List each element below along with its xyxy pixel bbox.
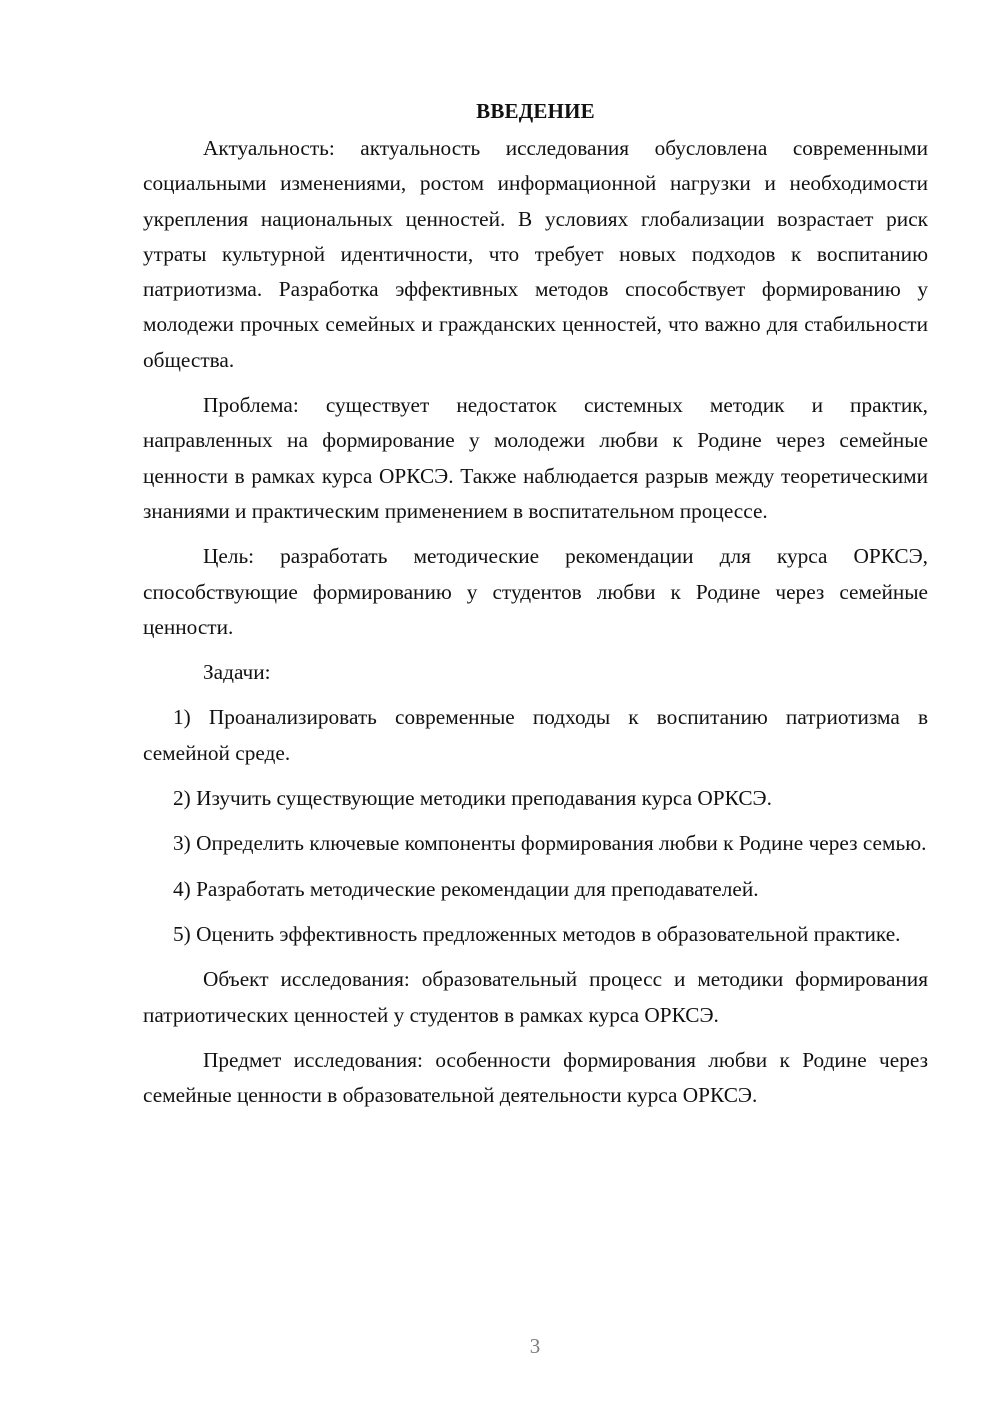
page-number: 3 xyxy=(529,1334,541,1358)
relevance-paragraph: Актуальность: актуальность исследования обусловлена современными социальными изменениями, ростом информационной нагрузки и необходимости укрепления национальных ценностей. В условиях глобализации возрастает риск утраты культурной идентичности, что требует новых подходов к воспитанию патриотизма. Разработка эффективных методов способствует формированию у молодежи прочных семейных и гражданских ценностей, что важно для стабильности общества. xyxy=(143,136,928,372)
page-title: ВВЕДЕНИЕ xyxy=(476,99,595,123)
task-item: 4) Разработать методические рекомендации для преподавателей. xyxy=(173,876,759,901)
object-paragraph: Объект исследования: образовательный процесс и методики формирования патриотических ценностей у студентов в рамках курса ОРКСЭ. xyxy=(143,967,928,1027)
task-item: 5) Оценить эффективность предложенных методов в образовательной практике. xyxy=(173,921,901,946)
goal-paragraph: Цель: разработать методические рекомендации для курса ОРКСЭ, способствующие формированию у студентов любви к Родине через семейные ценности. xyxy=(143,544,928,639)
document-page xyxy=(143,94,928,1123)
subject-paragraph: Предмет исследования: особенности формирования любви к Родине через семейные ценности в образовательной деятельности курса ОРКСЭ. xyxy=(143,1047,928,1108)
task-item: 1) Проанализировать современные подходы к воспитанию патриотизма в семейной среде. xyxy=(143,705,928,765)
problem-paragraph: Проблема: существует недостаток системных методик и практик, направленных на формирование у молодежи любви к Родине через семейные ценности в рамках курса ОРКСЭ. Также наблюдается разрыв между теоретическими знаниями и практическим применением в воспитательном процессе. xyxy=(143,393,928,523)
tasks-list xyxy=(143,700,928,952)
tasks-heading: Задачи: xyxy=(203,660,271,685)
task-item: 3) Определить ключевые компоненты формирования любви к Родине через семью. xyxy=(173,831,927,856)
task-item: 2) Изучить существующие методики преподавания курса ОРКСЭ. xyxy=(173,786,772,811)
